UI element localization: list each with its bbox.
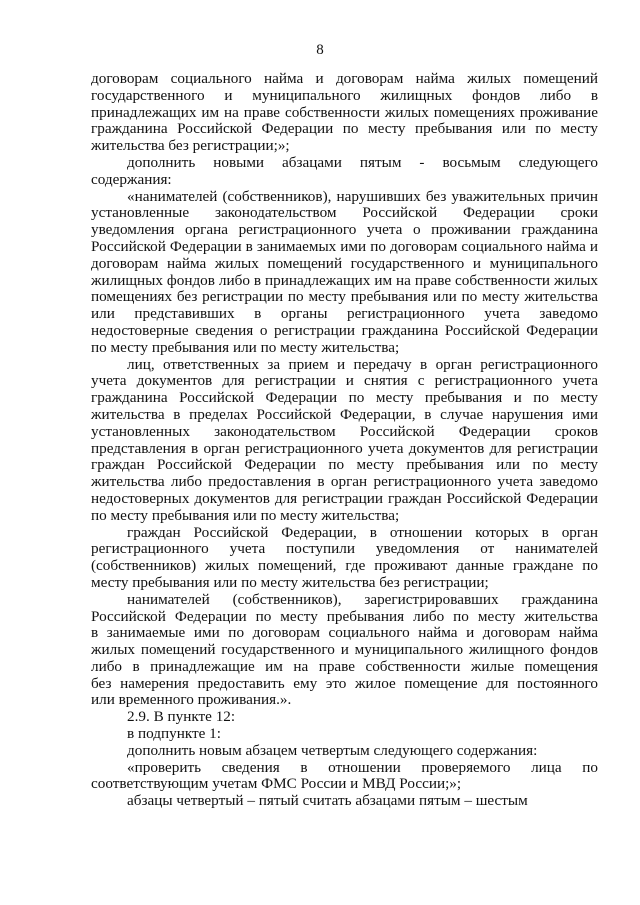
text-line: жительства без регистрации;»; <box>91 137 290 155</box>
paragraph <box>91 155 598 189</box>
text-line: по месту пребывания или по месту жительства; <box>91 506 400 524</box>
text-line: недостоверных документов для регистрации граждан Российской Федерации <box>91 489 598 507</box>
text-line: Российской Федерации по месту пребывания либо по месту жительства <box>91 607 598 625</box>
text-line: представления в орган регистрационного учета документов для регистрации <box>91 439 598 457</box>
paragraph <box>91 71 598 155</box>
paragraph <box>91 709 598 726</box>
text-line: нанимателей (собственников), зарегистрировавших гражданина <box>127 590 598 608</box>
text-line: в занимаемые ими по договорам социального найма и договорам найма <box>91 624 598 642</box>
text-line: учета документов для регистрации и снятия с регистрационного учета <box>91 372 598 390</box>
text-line: абзацы четвертый – пятый считать абзацами пятым – шестым <box>127 792 528 810</box>
paragraph <box>91 726 598 743</box>
text-line: гражданина Российской Федерации по месту пребывания и по месту <box>91 389 598 407</box>
paragraph <box>91 793 598 810</box>
text-line: по месту пребывания или по месту жительства; <box>91 338 400 356</box>
text-line: или представивших в органы регистрационного учета заведомо <box>91 305 598 323</box>
text-line: в подпункте 1: <box>127 725 221 743</box>
text-line: договорам найма жилых помещений государственного и муниципального <box>91 254 598 272</box>
text-line: недостоверные сведения о регистрации гражданина Российской Федерации <box>91 321 598 339</box>
paragraph <box>91 743 598 760</box>
text-line: жительства в пределах Российской Федерации, в случае нарушения ими <box>91 405 598 423</box>
page-number: 8 <box>316 42 324 58</box>
text-line: Российской Федерации в занимаемых ими по договорам социального найма и <box>91 237 598 255</box>
text-line: жилых помещений государственного и муниципального жилищного фондов <box>91 641 598 659</box>
paragraph <box>91 357 598 525</box>
text-line: жилищных фондов либо в принадлежащих им на праве собственности жилых <box>91 271 598 289</box>
text-line: либо в принадлежащие им на праве собственности жилые помещения <box>91 657 598 675</box>
text-line: лиц, ответственных за прием и передачу в орган регистрационного <box>127 355 598 373</box>
text-line: граждан Российской Федерации по месту пребывания или по месту <box>91 456 598 474</box>
text-line: дополнить новым абзацем четвертым следующего содержания: <box>127 741 538 759</box>
text-line: гражданина Российской Федерации по месту пребывания или по месту <box>91 120 598 138</box>
paragraph <box>91 525 598 592</box>
text-line: содержания: <box>91 170 172 188</box>
text-line: жительства либо предоставления в орган регистрационного учета заведомо <box>91 473 598 491</box>
text-line: помещениях без регистрации по месту пребывания или по месту жительства <box>91 288 598 306</box>
paragraph <box>91 592 598 710</box>
text-line: граждан Российской Федерации, в отношении которых в орган <box>127 523 598 541</box>
paragraph <box>91 189 598 357</box>
text-line: 2.9. В пункте 12: <box>127 708 236 726</box>
text-line: договорам социального найма и договорам найма жилых помещений <box>91 70 598 87</box>
text-line: «нанимателей (собственников), нарушивших без уважительных причин <box>127 187 598 205</box>
paragraph <box>91 760 598 794</box>
text-line: без намерения предоставить ему это жилое помещение для постоянного <box>91 674 598 692</box>
text-line: регистрационного учета поступили уведомления от нанимателей <box>91 540 598 558</box>
text-line: установленных законодательством Российской Федерации сроков <box>91 422 598 440</box>
text-line: принадлежащих им на праве собственности жилых помещениях проживание <box>91 103 598 121</box>
text-line: государственного и муниципального жилищных фондов либо в <box>91 86 598 104</box>
text-line: «проверить сведения в отношении проверяемого лица по <box>127 758 598 776</box>
text-line: соответствующим учетам ФМС России и МВД России;»; <box>91 775 462 793</box>
text-line: или временного проживания.». <box>91 691 292 709</box>
text-line: дополнить новыми абзацами пятым - восьмым следующего <box>127 153 598 171</box>
text-line: установленные законодательством Российской Федерации сроки <box>91 204 598 222</box>
text-line: уведомления органа регистрационного учета о проживании гражданина <box>91 221 598 239</box>
document-body <box>91 71 598 810</box>
text-line: (собственников) жилых помещений, где проживают данные граждане по <box>91 557 598 575</box>
text-line: месту пребывания или по месту жительства без регистрации; <box>91 573 489 591</box>
